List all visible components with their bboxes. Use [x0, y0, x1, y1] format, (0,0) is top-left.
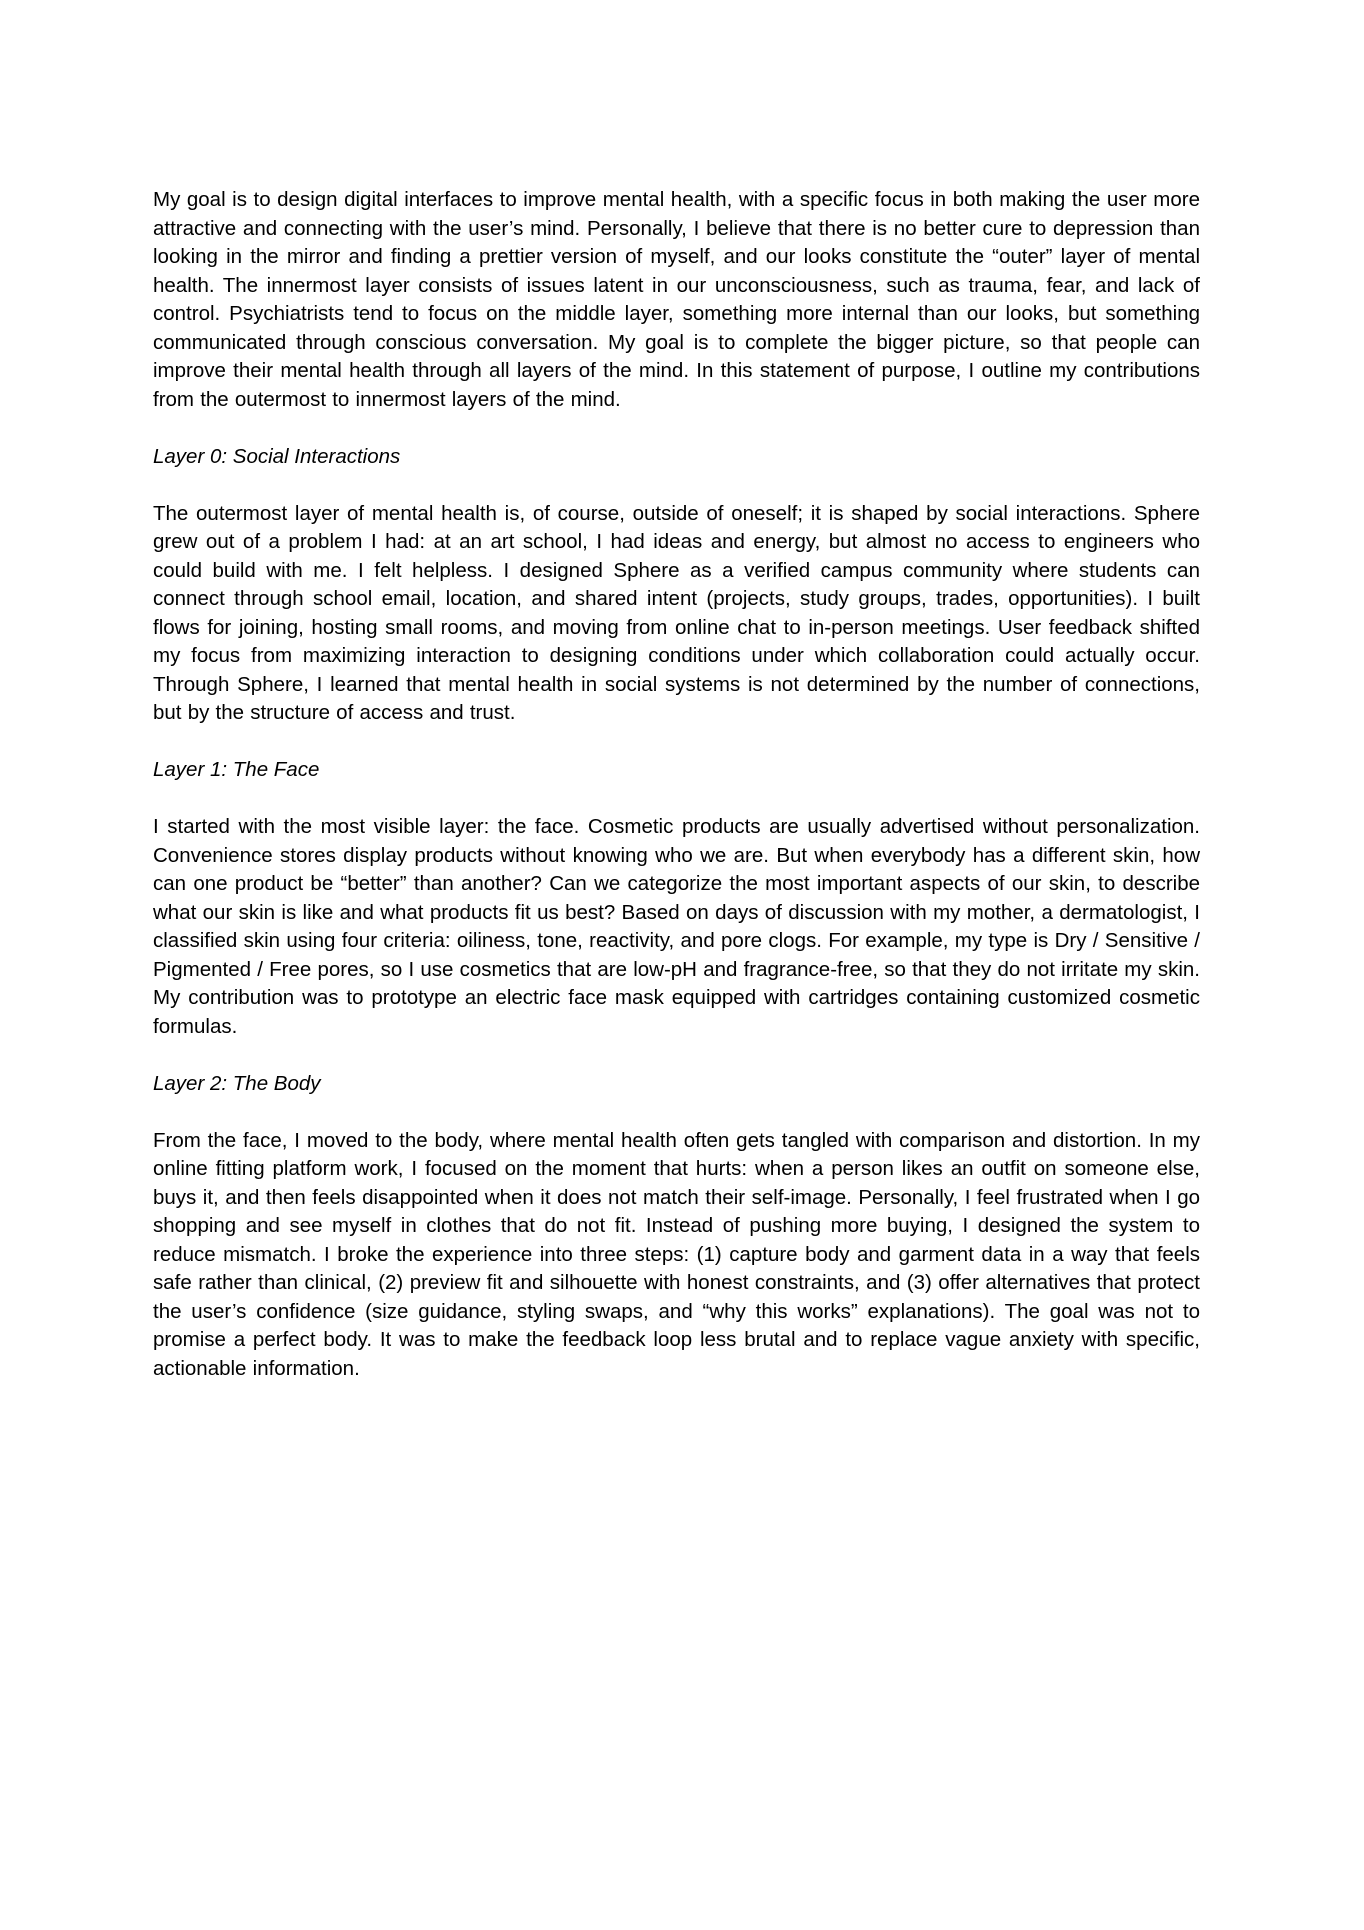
layer0-heading: Layer 0: Social Interactions — [153, 444, 401, 468]
layer2-heading: Layer 2: The Body — [153, 1071, 321, 1095]
layer1-heading: Layer 1: The Face — [153, 758, 320, 781]
intro-paragraph: My goal is to design digital interfaces to improve mental health, with a specific focus in both making the user more attractive and connecting with the user’s mind. Personally, I believe that there is no better cure to depression than looking in the mirror and finding a prettier version of myself, and our looks constitute the “outer” layer of mental health. The innermost layer consists of issues latent in our unconsciousness, such as trauma, fear, and lack of control. Psychiatrists tend to focus on the middle layer, something more internal than our looks, but something communicated through conscious conversation. My goal is to complete the bigger picture, so that people can improve their mental health through all layers of the mind. In this statement of purpose, I outline my contributions from the outermost to innermost layers of the mind. — [153, 188, 1200, 411]
layer0-paragraph: The outermost layer of mental health is, of course, outside of oneself; it is shaped by social interactions. Sphere grew out of a problem I had: at an art school, I had ideas and energy, but almost no access to engineers who could build with me. I felt helpless. I designed Sphere as a verified campus community where students can connect through school email, location, and shared intent (projects, study groups, trades, opportunities). I built flows for joining, hosting small rooms, and moving from online chat to in-person meetings. User feedback shifted my focus from maximizing interaction to designing conditions under which collaboration could actually occur. Through Sphere, I learned that mental health in social systems is not determined by the number of connections, but by the structure of access and trust. — [153, 501, 1200, 724]
layer1-paragraph: I started with the most visible layer: the face. Cosmetic products are usually advertised without personalization. Convenience stores display products without knowing who we are. But when everybody has a different skin, how can one product be “better” than another? Can we categorize the most important aspects of our skin, to describe what our skin is like and what products fit us best? Based on days of discussion with my mother, a dermatologist, I classified skin using four criteria: oiliness, tone, reactivity, and pore clogs. For example, my type is Dry / Sensitive / Pigmented / Free pores, so I use cosmetics that are low-pH and fragrance-free, so that they do not irritate my skin. My contribution was to prototype an electric face mask equipped with cartridges containing customized cosmetic formulas. — [153, 815, 1200, 1038]
document-text-block — [153, 186, 1200, 1412]
layer2-paragraph: From the face, I moved to the body, where mental health often gets tangled with comparison and distortion. In my online fitting platform work, I focused on the moment that hurts: when a person likes an outfit on someone else, buys it, and then feels disappointed when it does not match their self-image. Personally, I feel frustrated when I go shopping and see myself in clothes that do not fit. Instead of pushing more buying, I designed the system to reduce mismatch. I broke the experience into three steps: (1) capture body and garment data in a way that feels safe rather than clinical, (2) preview fit and silhouette with honest constraints, and (3) offer alternatives that protect the user’s confidence (size guidance, styling swaps, and “why this works” explanations). The goal was not to promise a perfect body. It was to make the feedback loop less brutal and to replace vague anxiety with specific, actionable information. — [153, 1128, 1200, 1380]
